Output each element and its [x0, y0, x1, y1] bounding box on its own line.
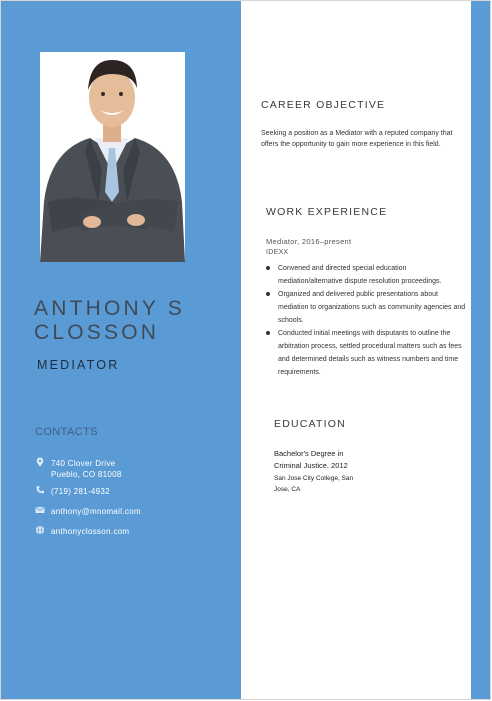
location-pin-icon — [35, 457, 45, 467]
job-title: MEDIATOR — [37, 358, 120, 372]
envelope-icon — [35, 505, 45, 515]
candidate-name: ANTHONY S CLOSSON — [34, 297, 185, 344]
work-duties-list — [266, 262, 466, 379]
website-link[interactable]: anthonyclosson.com — [51, 527, 130, 536]
phone-icon — [35, 485, 45, 495]
right-accent-strip — [471, 1, 491, 700]
job-position: Mediator, 2016–present — [266, 237, 352, 246]
globe-icon — [35, 525, 45, 535]
career-objective-heading: CAREER OBJECTIVE — [261, 99, 386, 111]
phone-text[interactable]: (719) 281-4932 — [51, 487, 110, 496]
work-experience-heading: WORK EXPERIENCE — [266, 206, 388, 218]
job-company: IDEXX — [266, 249, 289, 256]
contact-address — [35, 458, 225, 480]
education-degree: Bachelor's Degree in Criminal Justice. 2012 — [274, 449, 348, 470]
education-heading: EDUCATION — [274, 418, 346, 430]
contacts-heading: CONTACTS — [35, 426, 98, 438]
email-link[interactable]: anthony@mnomail.com — [51, 507, 141, 516]
education-school: San Jose City College, San Jose, CA — [274, 475, 354, 493]
contact-website — [35, 526, 225, 537]
list-item: Convened and directed special education mediation/alternative dispute resolution proceedings. — [266, 262, 466, 288]
address-text: 740 Clover Drive Pueblo, CO 81008 — [51, 459, 122, 479]
career-objective-text: Seeking a position as a Mediator with a reputed company that offers the opportunity to gain more experience in this field. — [261, 130, 453, 148]
list-item: Organized and delivered public presentations about mediation to organizations such as community agencies and schools. — [266, 288, 466, 327]
list-item: Conducted initial meetings with disputants to outline the arbitration process, settled procedural matters such as fees and determined details such as witness numbers and time requirements. — [266, 327, 466, 379]
contact-email — [35, 506, 225, 517]
profile-photo — [40, 52, 185, 262]
contact-phone — [35, 486, 225, 497]
